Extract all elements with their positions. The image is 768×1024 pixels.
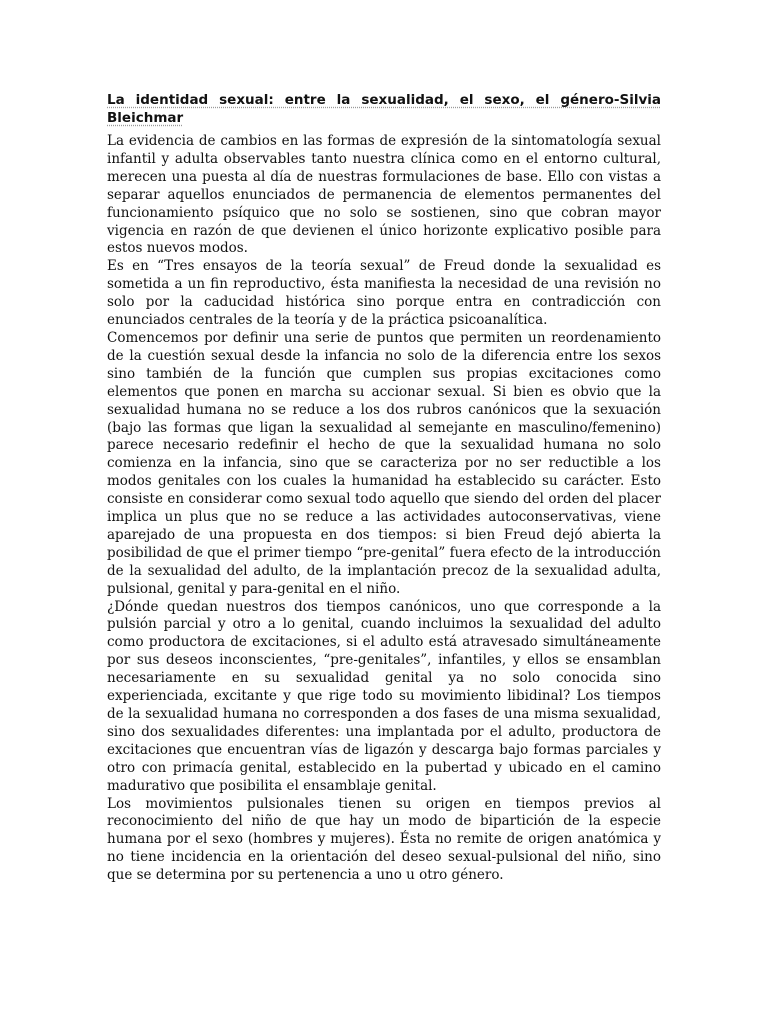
body-paragraph: ¿Dónde quedan nuestros dos tiempos canónicos, uno que corresponde a la pulsión parcial y otro a lo genital, cuando incluimos la sexualidad del adulto como productora de excitaciones, si el adulto está atravesado simultáneamente por sus deseos inconscientes, “pre-genitales”, infantiles, y ellos se ensamblan necesariamente en su sexualidad genital ya no solo conocida sino experienciada, excitante y que rige todo su movimiento libidinal? Los tiempos de la sexualidad humana no corresponden a dos fases de una misma sexualidad, sino dos sexualidades diferentes: una implantada por el adulto, productora de excitaciones que encuentran vías de ligazón y descarga bajo formas parciales y otro con primacía genital, establecido en la pubertad y ubicado en el camino madurativo que posibilita el ensamblaje genital. [107,598,661,794]
document-page [107,91,661,885]
body-paragraph: Los movimientos pulsionales tienen su origen en tiempos previos al reconocimiento del niño de que hay un modo de bipartición de la especie humana por el sexo (hombres y mujeres). Ésta no remite de origen anatómica y no tiene incidencia en la orientación del deseo sexual-pulsional del niño, sino que se determina por su pertenencia a uno u otro género. [107,795,661,884]
body-paragraph: La evidencia de cambios en las formas de expresión de la sintomatología sexual infantil y adulta observables tanto nuestra clínica como en el entorno cultural, merecen una puesta al día de nuestras formulaciones de base. Ello con vistas a separar aquellos enunciados de permanencia de elementos permanentes del funcionamiento psíquico que no solo se sostienen, sino que cobran mayor vigencia en razón de que devienen el único horizonte explicativo posible para estos nuevos modos. [107,133,661,257]
document-body [107,133,661,885]
document-title: La identidad sexual: entre la sexualidad, el sexo, el género-Silvia Bleichmar [107,92,661,126]
body-paragraph: Es en “Tres ensayos de la teoría sexual” de Freud donde la sexualidad es sometida a un fin reproductivo, ésta manifiesta la necesidad de una revisión no solo por la caducidad histórica sino porque entra en contradicción con enunciados centrales de la teoría y de la práctica psicoanalítica. [107,258,661,329]
body-paragraph: Comencemos por definir una serie de puntos que permiten un reordenamiento de la cuestión sexual desde la infancia no solo de la diferencia entre los sexos sino también de la función que cumplen sus propias excitaciones como elementos que ponen en marcha su accionar sexual. Si bien es obvio que la sexualidad humana no se reduce a los dos rubros canónicos que la sexuación (bajo las formas que ligan la sexualidad al semejante en masculino/femenino) parece necesario redefinir el hecho de que la sexualidad humana no solo comienza en la infancia, sino que se caracteriza por no ser reductible a los modos genitales con los cuales la humanidad ha establecido su carácter. Esto consiste en considerar como sexual todo aquello que siendo del orden del placer implica un plus que no se reduce a las actividades autoconservativas, viene aparejado de una propuesta en dos tiempos: si bien Freud dejó abierta la posibilidad de que el primer tiempo “pre-genital” fuera efecto de la introducción de la sexualidad del adulto, de la implantación precoz de la sexualidad adulta, pulsional, genital y para-genital en el niño. [107,329,661,597]
